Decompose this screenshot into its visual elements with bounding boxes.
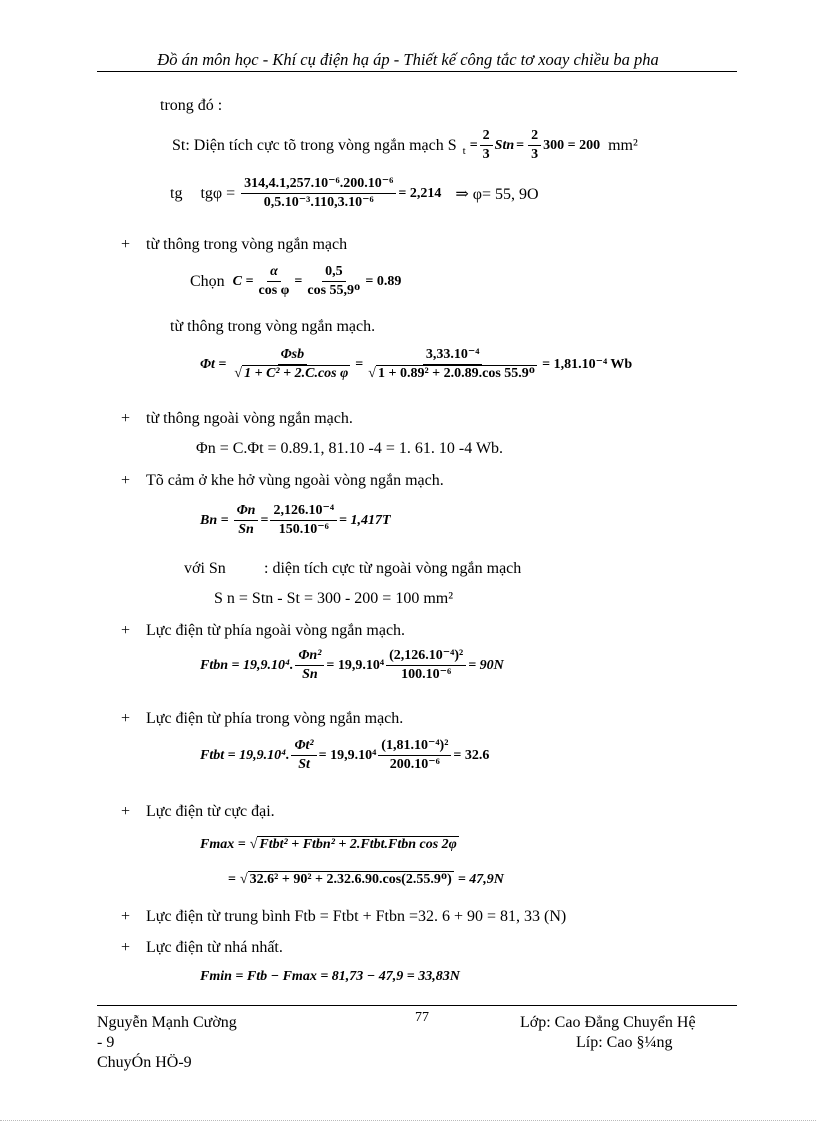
- formula-fmax-1: Fmax = √ Ftbt² + Ftbn² + 2.Ftbt.Ftbn cos 2φ: [200, 836, 457, 852]
- text-voi-sn: với Sn: [184, 560, 226, 577]
- c-frac1: $\frac{\alpha}{\text{cos φ}}$: [258, 264, 290, 299]
- text-phi-n: Φn = C.Φt = 0.89.1, 81.10 -4 = 1. 61. 10 -4 Wb.: [196, 440, 504, 457]
- st-sub: t: [462, 144, 466, 157]
- phit-lhs: Φt =: [200, 356, 227, 372]
- formula-ftbt: [200, 738, 489, 773]
- text-b8: Lực điện từ nhá nhất.: [146, 939, 283, 956]
- formula-fmax-2: = √ 32.6² + 90² + 2.32.6.90.cos(2.55.9ᴼ) = 47,9N: [228, 871, 504, 887]
- fmax1-rad: Ftbt² + Ftbn² + 2.Ftbt.Ftbn cos 2φ: [259, 837, 457, 852]
- footer-author: Nguyễn Mạnh Cường: [97, 1014, 237, 1031]
- ftbt-mid: = 19,9.10⁴: [318, 747, 377, 763]
- fmax1-lhs: Fmax =: [200, 836, 246, 852]
- text-b1: từ thông trong vòng ngắn mạch: [146, 236, 348, 253]
- tg-phi: ⇒ φ= 55, 9O: [455, 185, 539, 203]
- footer-author-3: ChuyÓn HÖ-9: [97, 1054, 192, 1071]
- ftbt-result: = 32.6: [453, 747, 490, 763]
- chon-label: Chọn: [190, 272, 225, 290]
- page-header: Đồ án môn học - Khí cụ điện hạ áp - Thiết kế công tắc tơ xoay chiều ba pha: [157, 50, 659, 69]
- bullet: +: [121, 410, 131, 427]
- fmax2-result: = 47,9N: [457, 871, 504, 887]
- st-frac2: $\frac{2}{3}$: [528, 128, 541, 163]
- text-b5: Lực điện từ phía trong vòng ngắn mạch.: [146, 710, 404, 727]
- ftbn-result: = 90N: [468, 657, 504, 673]
- formula-ftbn: [200, 648, 504, 683]
- bullet: +: [121, 236, 131, 253]
- text-tu-thong: từ thông trong vòng ngắn mạch.: [170, 318, 376, 335]
- bullet: +: [121, 908, 131, 925]
- c-frac2: $\frac{0,5}{\text{cos 55,9ᴼ}}$: [307, 264, 361, 299]
- formula-phi-t: Φt = $\frac{\text{Φsb}}{\text{√ 1 + C² + 2.C.cos φ}}$ = $\frac{\text{3,33.10⁻⁴}}{\text{√ 1 + 0.89² + 2.0.89.cos 55.9ᴼ}}$ = 1,81.10⁻⁴ Wb: [200, 347, 633, 382]
- bullet: +: [121, 939, 131, 956]
- page-number: 77: [415, 1010, 429, 1025]
- st-unit: mm²: [608, 136, 638, 154]
- bullet: +: [121, 803, 131, 820]
- ftbn-lhs: Ftbn = 19,9.10⁴.: [200, 657, 294, 673]
- phit-frac2: $\frac{\text{3,33.10⁻⁴}}{\text{√ 1 + 0.89² + 2.0.89.cos 55.9ᴼ}}$: [368, 347, 536, 382]
- st-result: 300 = 200: [543, 137, 601, 153]
- bn-lhs: Bn =: [200, 512, 229, 528]
- footer-rule: [97, 1005, 737, 1006]
- c-lhs: C =: [232, 273, 254, 289]
- text-trong-do: trong đó :: [160, 97, 223, 114]
- formula-fmin: Fmin = Ftb − Fmax = 81,73 − 47,9 = 33,83N: [200, 969, 460, 984]
- bullet: +: [121, 622, 131, 639]
- ftbn-mid: = 19,9.10⁴: [326, 657, 385, 673]
- phit-frac1: $\frac{\text{Φsb}}{\text{√ 1 + C² + 2.C.cos φ}}$: [234, 347, 349, 382]
- text-sn-eq: S n = Stn - St = 300 - 200 = 100 mm²: [214, 590, 453, 607]
- bullet: +: [121, 472, 131, 489]
- ftbt-frac2: $\frac{\text{(1,81.10⁻⁴)²}}{\text{200.10⁻⁶}}$: [378, 738, 451, 773]
- ftbt-lhs: Ftbt = 19,9.10⁴.: [200, 747, 290, 763]
- tg-result: = 2,214: [398, 185, 442, 201]
- formula-c: Chọn C = $\frac{\alpha}{\text{cos φ}}$ = $\frac{0,5}{\text{cos 55,9ᴼ}}$ = 0.89: [190, 264, 402, 299]
- tg-frac: $\frac{\text{314,4.1,257.10⁻⁶.200.10⁻⁶}}{\text{0,5.10⁻³.110,3.10⁻⁶}}$: [241, 176, 396, 211]
- c-result: = 0.89: [365, 273, 402, 289]
- tg-lhs: tgφ =: [200, 184, 236, 202]
- text-b7: Lực điện từ trung bình Ftb = Ftbt + Ftbn =32. 6 + 90 = 81, 33 (N): [146, 908, 567, 925]
- footer-author-2: - 9: [97, 1034, 115, 1051]
- st-eq: =: [469, 137, 478, 153]
- bn-frac2: $\frac{\text{2,126.10⁻⁴}}{\text{150.10⁻⁶}}$: [270, 503, 337, 538]
- formula-bn: Bn = $\frac{\Phi n}{Sn}$ = $\frac{\text{2,126.10⁻⁴}}{\text{150.10⁻⁶}}$ = 1,417T: [200, 503, 391, 538]
- ftbn-frac1: $\frac{\text{Φn²}}{Sn}$: [295, 648, 324, 683]
- text-b3: Tõ cảm ở khe hở vùng ngoài vòng ngắn mạch.: [146, 472, 444, 489]
- st-frac1: $\frac{2}{3}$: [480, 128, 493, 163]
- fmax2-rad: 32.6² + 90² + 2.32.6.90.cos(2.55.9ᴼ): [249, 872, 452, 887]
- tg-label: tg: [170, 184, 183, 202]
- st-label: St: Diện tích cực tõ trong vòng ngắn mạch S: [172, 136, 457, 154]
- ftbt-frac1: $\frac{\text{Φt²}}{St}$: [291, 738, 316, 773]
- header-rule: [97, 71, 737, 72]
- text-voi-sn-desc: : diện tích cực từ ngoài vòng ngắn mạch: [264, 560, 522, 577]
- text-b2: từ thông ngoài vòng ngắn mạch.: [146, 410, 353, 427]
- page-bottom-edge: [0, 1120, 816, 1121]
- text-b6: Lực điện từ cực đại.: [146, 803, 275, 820]
- st-stn: Stn: [494, 137, 515, 153]
- text-b4: Lực điện từ phía ngoài vòng ngắn mạch.: [146, 622, 406, 639]
- ftbn-frac2: $\frac{\text{(2,126.10⁻⁴)²}}{\text{100.10⁻⁶}}$: [386, 648, 466, 683]
- bullet: +: [121, 710, 131, 727]
- footer-class: Lớp: Cao Đẳng Chuyển Hệ: [520, 1014, 696, 1031]
- bn-frac1: $\frac{\Phi n}{Sn}$: [234, 503, 259, 538]
- phit-result: = 1,81.10⁻⁴ Wb: [542, 357, 633, 373]
- footer-class-2: Líp: Cao §¼ng: [576, 1034, 673, 1051]
- formula-st: St: Diện tích cực tõ trong vòng ngắn mạch S t = $\frac{2}{3}$ Stn = $\frac{2}{3}$ 300 = 200 mm²: [172, 128, 638, 163]
- formula-tg: [170, 176, 539, 211]
- bn-result: = 1,417T: [339, 512, 391, 528]
